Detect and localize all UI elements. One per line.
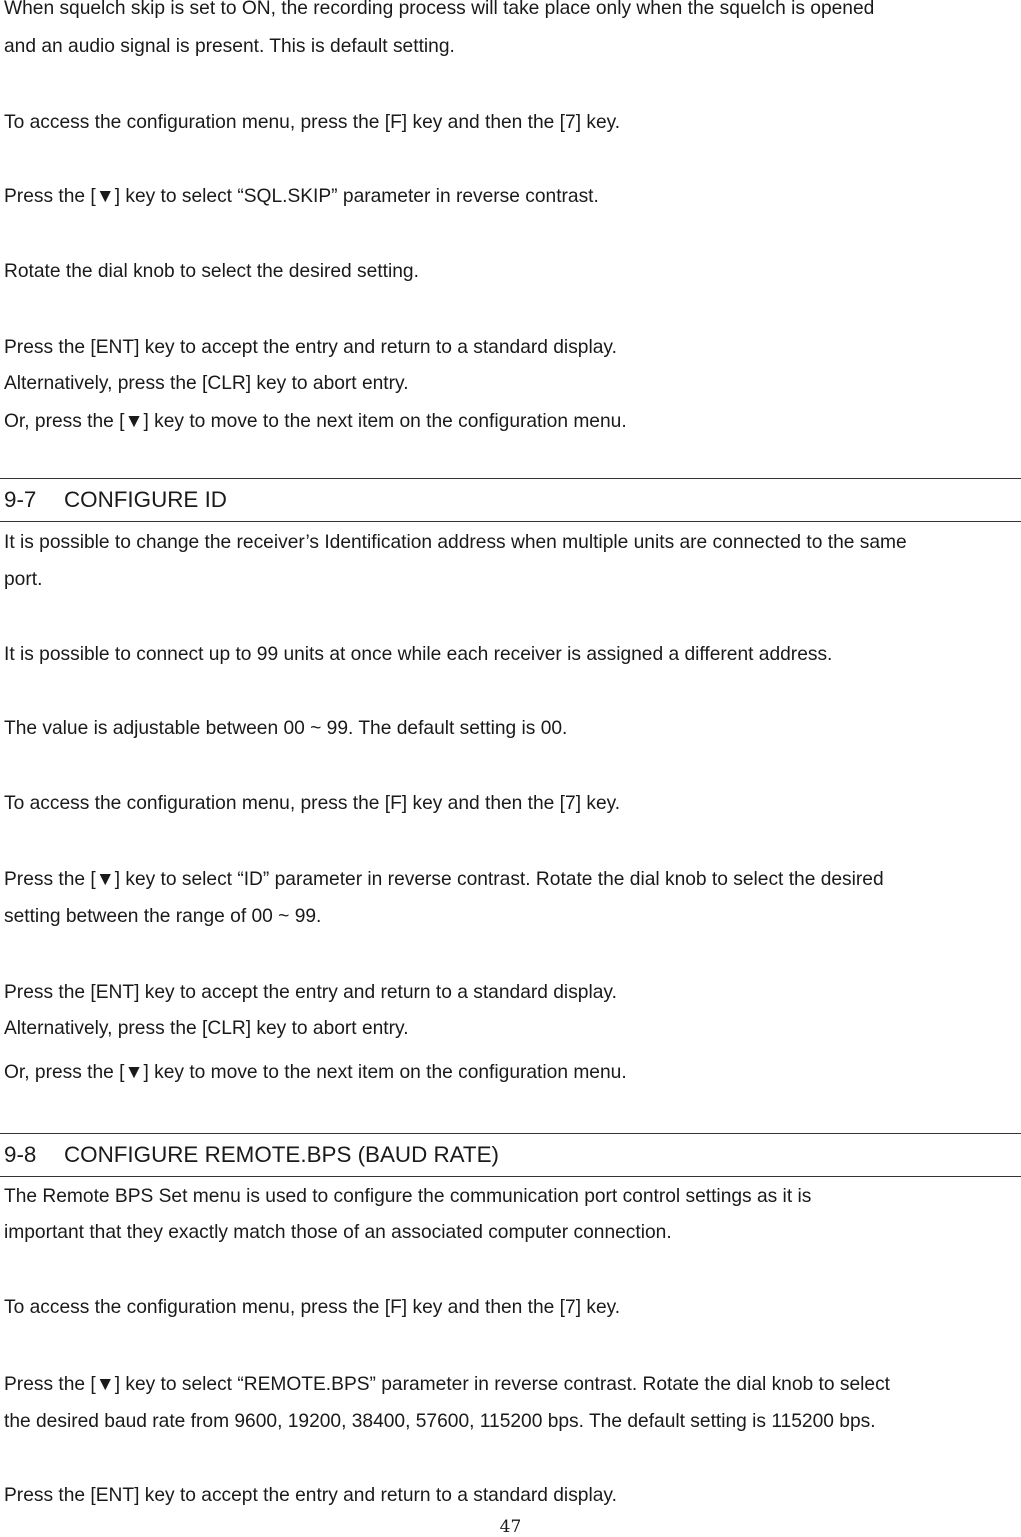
section-9-7-line-3: It is possible to connect up to 99 units at once while each receiver is assigned a different address. <box>4 644 833 665</box>
section-9-7-top-rule <box>0 478 1021 479</box>
section-9-7-line-1: It is possible to change the receiver’s Identification address when multiple units are connected to the same <box>4 532 907 553</box>
section-9-7-line-8: Press the [ENT] key to accept the entry and return to a standard display. <box>4 982 617 1003</box>
section-9-8-line-3: To access the configuration menu, press the [F] key and then the [7] key. <box>4 1297 621 1318</box>
section-9-7-bottom-rule <box>0 521 1021 522</box>
section-9-8-bottom-rule <box>0 1176 1021 1177</box>
section-9-7-line-5: To access the configuration menu, press the [F] key and then the [7] key. <box>4 793 621 814</box>
section-9-7-line-6: Press the [▼] key to select “ID” parameter in reverse contrast. Rotate the dial knob to select the desired <box>4 869 884 890</box>
intro-line-2: and an audio signal is present. This is default setting. <box>4 36 455 57</box>
section-9-8-heading <box>4 1142 499 1168</box>
section-9-7-line-7: setting between the range of 00 ~ 99. <box>4 906 322 927</box>
section-9-8-number: 9-8 <box>4 1142 37 1167</box>
intro-line-5: Rotate the dial knob to select the desired setting. <box>4 261 419 282</box>
section-9-7-line-10: Or, press the [▼] key to move to the next item on the configuration menu. <box>4 1062 627 1083</box>
section-9-7-line-9: Alternatively, press the [CLR] key to abort entry. <box>4 1018 409 1039</box>
intro-line-7: Alternatively, press the [CLR] key to abort entry. <box>4 373 409 394</box>
intro-line-3: To access the configuration menu, press the [F] key and then the [7] key. <box>4 112 621 133</box>
section-9-8-line-6: Press the [ENT] key to accept the entry and return to a standard display. <box>4 1485 617 1506</box>
page-number: 47 <box>499 1517 522 1537</box>
section-9-8-line-1: The Remote BPS Set menu is used to configure the communication port control settings as it is <box>4 1186 812 1207</box>
intro-line-4: Press the [▼] key to select “SQL.SKIP” parameter in reverse contrast. <box>4 186 599 207</box>
section-9-8-line-4: Press the [▼] key to select “REMOTE.BPS” parameter in reverse contrast. Rotate the dial knob to select <box>4 1374 890 1395</box>
section-9-8-title: CONFIGURE REMOTE.BPS (BAUD RATE) <box>64 1142 499 1167</box>
intro-line-8: Or, press the [▼] key to move to the next item on the configuration menu. <box>4 411 627 432</box>
section-9-8-line-5: the desired baud rate from 9600, 19200, 38400, 57600, 115200 bps. The default setting is 115200 bps. <box>4 1411 876 1432</box>
intro-line-1: When squelch skip is set to ON, the recording process will take place only when the squelch is opened <box>4 0 875 19</box>
section-9-7-number: 9-7 <box>4 487 37 512</box>
section-9-7-line-4: The value is adjustable between 00 ~ 99. The default setting is 00. <box>4 718 568 739</box>
section-9-8-line-2: important that they exactly match those of an associated computer connection. <box>4 1222 672 1243</box>
section-9-7-line-2: port. <box>4 569 43 590</box>
section-9-7-heading <box>4 487 227 513</box>
section-9-8-top-rule <box>0 1133 1021 1134</box>
section-9-7-title: CONFIGURE ID <box>64 487 227 512</box>
intro-line-6: Press the [ENT] key to accept the entry and return to a standard display. <box>4 337 617 358</box>
